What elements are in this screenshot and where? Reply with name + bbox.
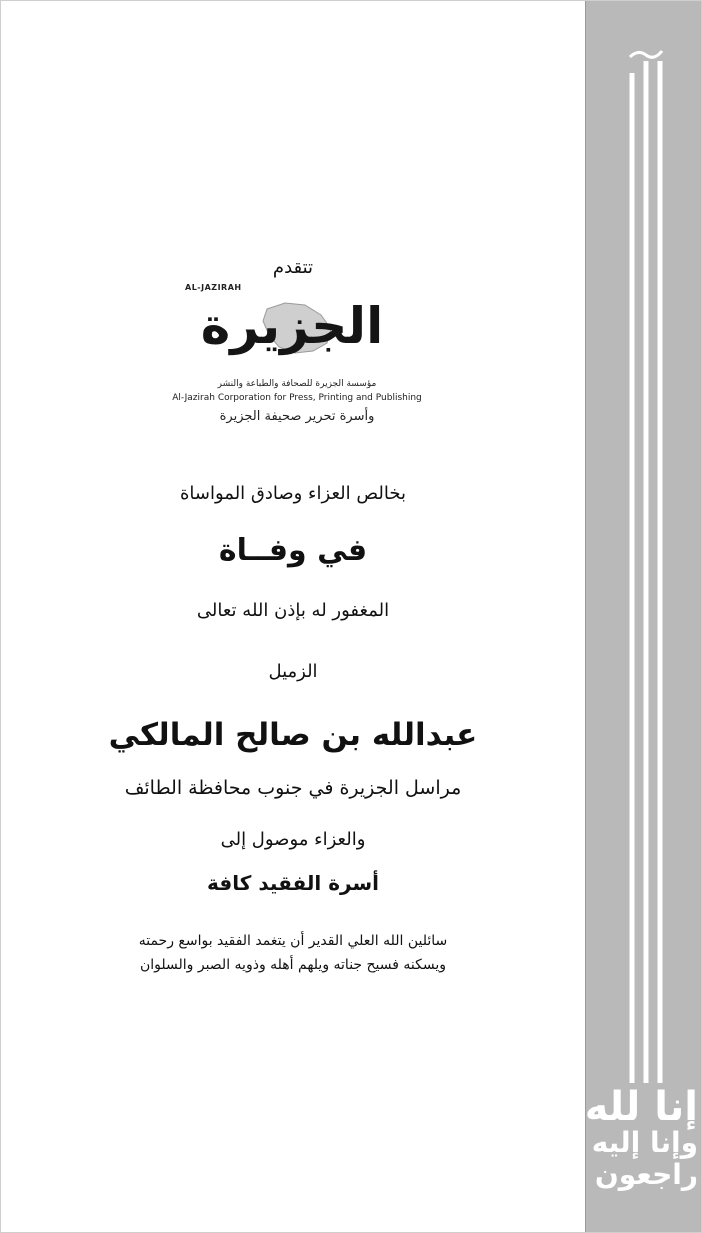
logo-arabic-name: الجزيرة — [200, 297, 384, 355]
logo-corporation-english: Al-Jazirah Corporation for Press, Printing and Publishing — [172, 393, 422, 403]
family-heading: أسرة الفقيد كافة — [207, 871, 379, 895]
band-text-line-2: وإنا إليه — [591, 1126, 698, 1159]
late-line: المغفور له بإذن الله تعالى — [196, 600, 390, 621]
main-content — [21, 1, 565, 1233]
colleague-label: الزميل — [268, 661, 318, 682]
death-heading: في وفــاة — [218, 533, 368, 568]
prayer-line-1: سائلين الله العلي القدير أن يتغمد الفقيد بواسع رحمته — [138, 933, 448, 949]
deceased-name: عبدالله بن صالح المالكي — [108, 717, 478, 753]
prayer-line-2: ويسكنه فسيح جناته ويلهم أهله وذويه الصبر والسلوان — [139, 957, 447, 973]
condolence-line: بخالص العزاء وصادق المواساة — [179, 483, 406, 504]
decorative-lines-icon — [586, 1, 702, 1233]
al-jazirah-logo — [161, 283, 433, 435]
condolence-extends-line: والعزاء موصول إلى — [220, 829, 366, 850]
logo-corporation-arabic: مؤسسة الجزيرة للصحافة والطباعة والنشر — [217, 379, 377, 389]
side-band — [585, 1, 702, 1233]
logo-editorial-staff: وأسرة تحرير صحيفة الجزيرة — [219, 409, 375, 424]
presents-text: تتقدم — [272, 257, 314, 278]
band-text-line-3: راجعون — [594, 1158, 698, 1191]
band-text-line-1: إنا لله — [584, 1084, 698, 1130]
logo-english-name: AL-JAZIRAH — [185, 283, 242, 292]
deceased-role: مراسل الجزيرة في جنوب محافظة الطائف — [124, 777, 462, 799]
